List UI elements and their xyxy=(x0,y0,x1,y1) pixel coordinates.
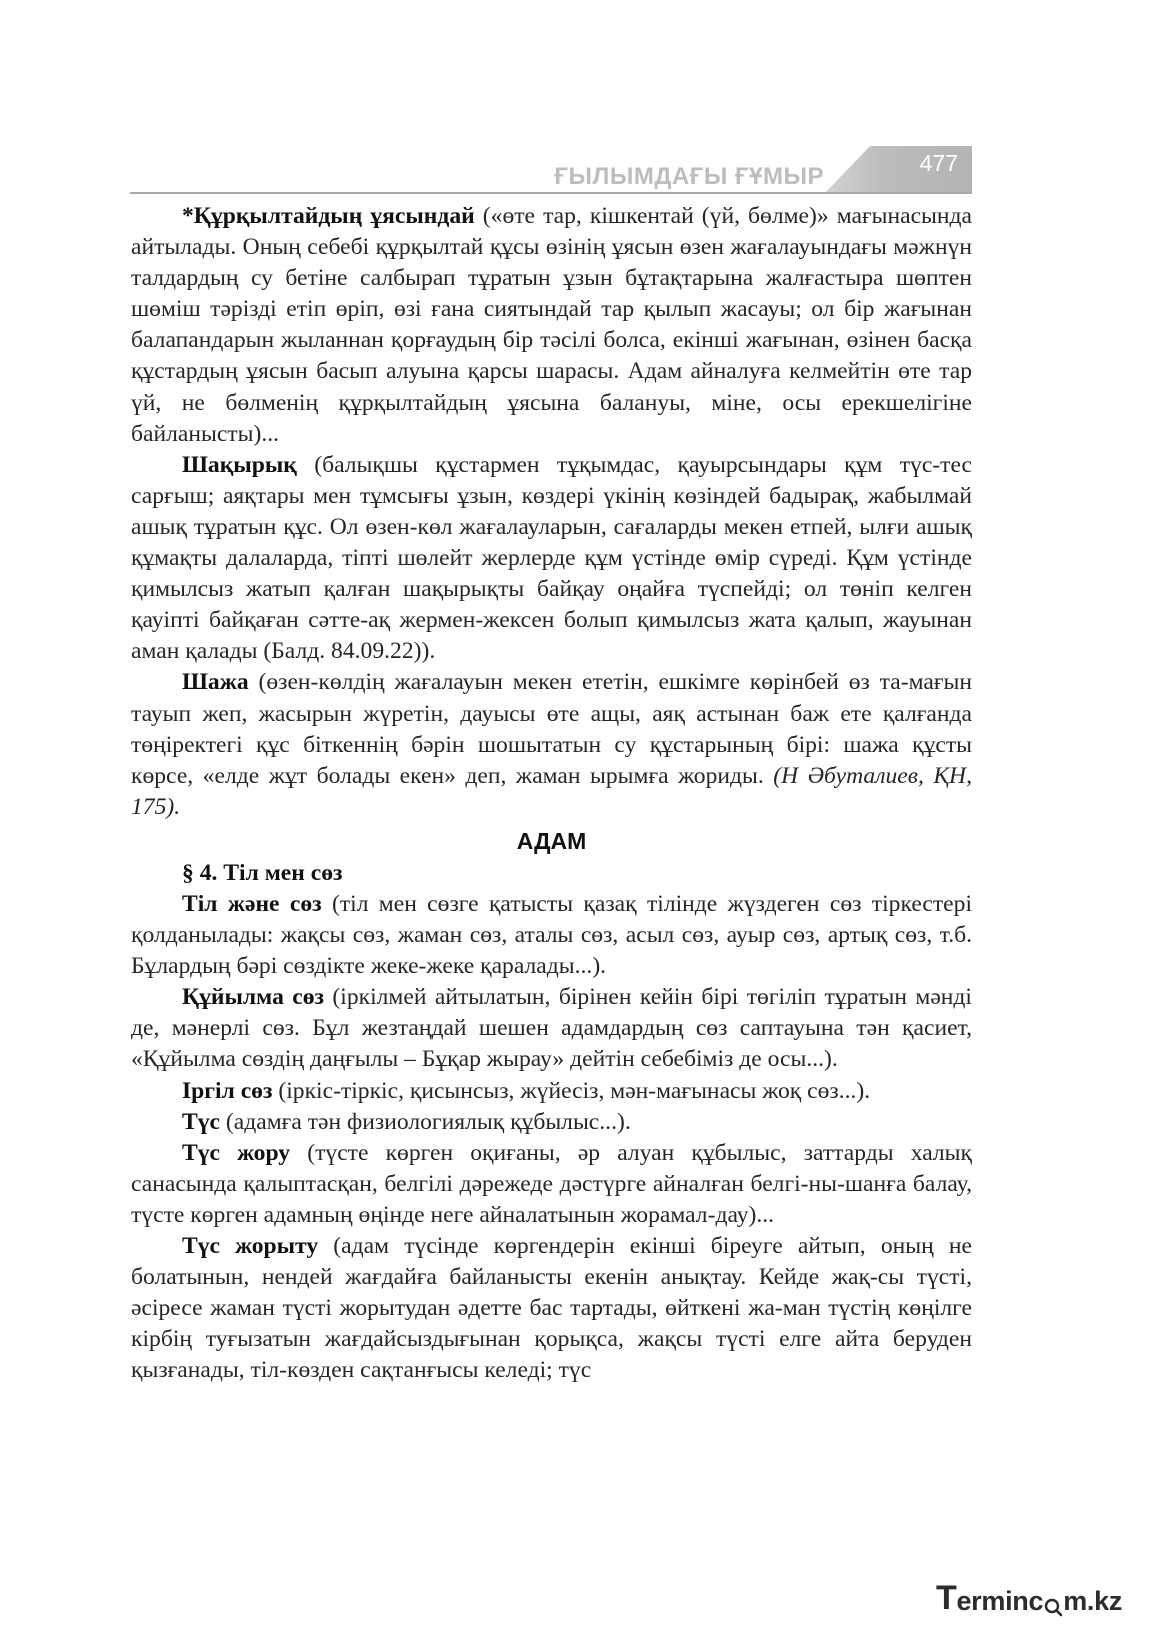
entry-paragraph xyxy=(131,1107,972,1138)
entry-term: Түс жору xyxy=(182,1139,291,1166)
entry-text: (адам түсінде көргендерін екінші біреуге айтып, оның не болатынын, нендей жағдайға байланысты екенін анықтау. Кейде жақ-сы түсті, әсіресе жаман түсті жорытудан әдетте бас тартады, өйткені жа-ман түстің көңілге кірбің туғызатын жағдайсыздығынан қорықса, жақсы түсті елге айта беруден қызғанады, тіл-көзден сақтанғысы келеді; түс xyxy=(131,1233,972,1384)
entry-term: Іргіл сөз xyxy=(182,1077,273,1104)
site-watermark xyxy=(936,1577,1122,1617)
entry-text: (өзен-көлдің жағалауын мекен ететін, ешкімге көрінбей өз та-мағын тауып жеп, жасырын жүретін, дауысы өте ащы, аяқ астынан баж ете қалғанда төңіректегі құс біткеннің бәрін шошытатын су құстарының бірі: шажа құсты көрсе, «елде жұт болады екен» деп, жаман ырымға жориды. xyxy=(131,669,972,789)
entry-text: («өте тар, кішкентай (үй, бөлме)» мағынасында айтылады. Оның себебі құрқылтай құсы өзінің ұясын өзен жағалауындағы мәжнүн талдардың су бетіне салбырап тұратын ұзын бұтақтарына жалғастыра шөптен шөміш тәрізді етіп өріп, өзі ғана сиятындай тар қылып жасауы; ол бір жағынан балапандарын жыланнан қорғаудың бір тәсілі болса, екінші жағынан, өзінен басқа құстардың ұясын басып алуына қарсы шарасы. Адам айналуға келмейтін өте тар үй, не бөлменің құрқылтайдың ұясына балануы, міне, осы ерекшелігіне байланысты)... xyxy=(131,203,972,447)
running-header-title: ҒЫЛЫМДАҒЫ ҒҰМЫР xyxy=(554,163,824,190)
section-title: АДАМ xyxy=(516,827,587,854)
watermark-initial: T xyxy=(936,1579,957,1617)
entry-paragraph xyxy=(131,982,972,1075)
entry-term: Тіл және сөз xyxy=(182,890,322,917)
header-rule xyxy=(130,192,972,194)
entry-text: (балықшы құстармен тұқымдас, қауырсындары құм түс-тес сарғыш; аяқтары мен тұмсығы ұзын, көздері үкінің көзіндей бадырақ, жабылмай ашық тұратын құс. Ол өзен-көл жағалауларын, сағаларды мекен етпей, ылғи ашық құмақты далаларда, тіпті шөлейт жерлерде құм үстінде өмір сүреді. Құм үстінде қимылсыз жатып қалған шақырықты байқау оңайға түспейді; ол төніп келген қауіпті байқаған сәтте-ақ жермен-жексен болып қимылсыз жата қалып, жауынан аман қалады (Балд. 84.09.22)). xyxy=(131,451,972,665)
entry-paragraph xyxy=(131,201,972,450)
page-body xyxy=(131,201,972,1386)
entry-paragraph xyxy=(131,450,972,668)
subsection-title: § 4. Тіл мен сөз xyxy=(182,859,343,886)
page-header xyxy=(130,146,972,194)
entry-paragraph xyxy=(131,889,972,982)
entry-term: *Құрқылтайдың ұясындай xyxy=(182,203,475,229)
entry-term: Құйылма сөз xyxy=(182,984,325,1011)
watermark-text-b: m.kz xyxy=(1063,1586,1123,1616)
entry-term: Түс xyxy=(182,1108,221,1135)
entry-text: (іркіс-тіркіс, қисынсыз, жүйесіз, мән-мағынасы жоқ сөз...). xyxy=(272,1077,871,1104)
entry-text: (іркілмей айтылатын, бірінен кейін бірі төгіліп тұратын мәнді де, мәнерлі сөз. Бұл жезтаңдай шешен адамдардың сөз саптауына тән қасиет, «Құйылма сөздің даңғылы – Бұқар жырау» дейтін себебіміз де осы...). xyxy=(131,984,972,1073)
entry-paragraph xyxy=(131,667,972,822)
entry-text: (адамға тән физиологиялық құбылыс...). xyxy=(220,1108,631,1135)
entry-paragraph xyxy=(131,1231,972,1386)
page-number: 477 xyxy=(919,150,958,176)
magnifier-icon xyxy=(1043,1591,1063,1617)
entry-paragraph xyxy=(131,1138,972,1231)
entry-text: (тіл мен сөзге қатысты қазақ тілінде жүздеген сөз тіркестері қолданылады: жақсы сөз, жаман сөз, аталы сөз, асыл сөз, ауыр сөз, артық сөз, т.б. Бұлардың бәрі сөздікте жеке-жеке қаралады...). xyxy=(131,890,972,980)
entry-text: (түсте көрген оқиғаны, әр алуан құбылыс, заттарды халық санасында қалыптасқан, белгілі дәрежеде дәстүрге айналған белгі-ны-шанға балау, түсте көрген адамның өңінде неге айналатынын жорамал-дау)... xyxy=(131,1139,972,1228)
watermark-text-a: erminc xyxy=(956,1586,1044,1616)
entry-term: Шақырық xyxy=(182,451,297,478)
entry-paragraph xyxy=(131,1076,972,1107)
entry-term: Шажа xyxy=(182,669,249,696)
entry-term: Түс жорыту xyxy=(182,1233,319,1259)
entry-citation: (Н Әбуталиев, ҚН, 175). xyxy=(131,762,972,820)
